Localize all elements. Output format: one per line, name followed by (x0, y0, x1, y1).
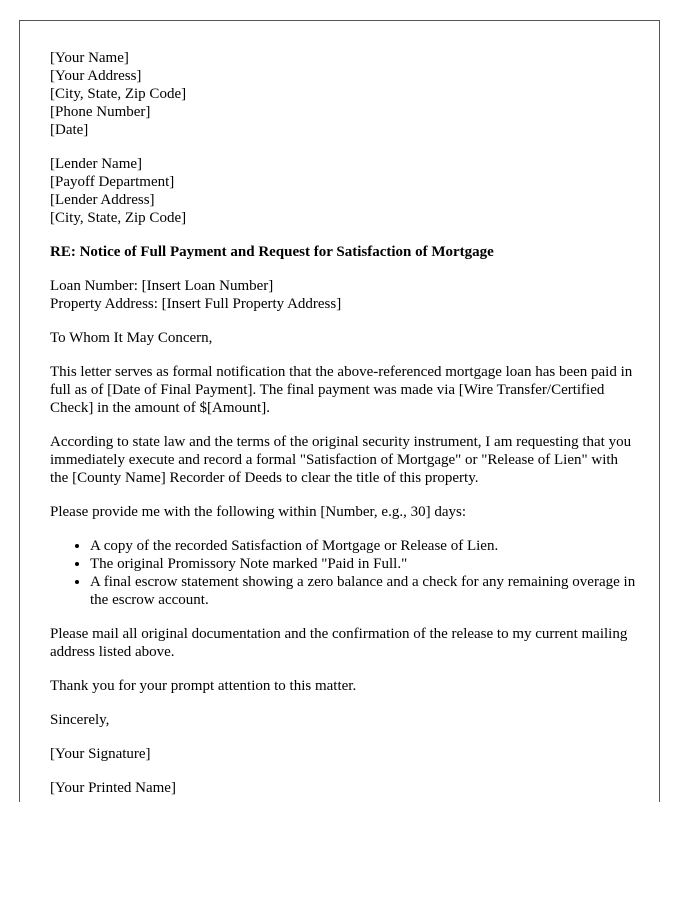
salutation: To Whom It May Concern, (50, 330, 213, 346)
list-item: • The original Promissory Note marked "Paid in Full." (90, 555, 640, 573)
loan-info-block (50, 277, 640, 313)
recipient-department: [Payoff Department] (50, 174, 175, 190)
body-paragraph-3: Please mail all original documentation and the confirmation of the release to my current mailing address listed above. (50, 626, 628, 660)
letter-content (50, 49, 640, 813)
closing: Sincerely, (50, 712, 110, 728)
letter-page (19, 20, 660, 802)
letter-date: [Date] (50, 122, 89, 138)
signature-placeholder: [Your Signature] (50, 746, 151, 762)
body-paragraph-4: Thank you for your prompt attention to this matter. (50, 678, 357, 694)
recipient-address: [Lender Address] (50, 192, 155, 208)
subject-line: RE: Notice of Full Payment and Request for Satisfaction of Mortgage (50, 244, 494, 260)
recipient-city-state-zip: [City, State, Zip Code] (50, 210, 187, 226)
sender-block (50, 49, 640, 139)
sender-city-state-zip: [City, State, Zip Code] (50, 86, 187, 102)
list-item: • A final escrow statement showing a zero balance and a check for any remaining overage in the escrow account. (90, 573, 640, 609)
recipient-block (50, 155, 640, 227)
request-list (50, 537, 640, 609)
printed-name: [Your Printed Name] (50, 780, 176, 796)
loan-number: Loan Number: [Insert Loan Number] (50, 278, 274, 294)
sender-name: [Your Name] (50, 50, 129, 66)
property-address: Property Address: [Insert Full Property Address] (50, 296, 342, 312)
body-paragraph-2: According to state law and the terms of the original security instrument, I am requesting that you immediately execute and record a formal "Satisfaction of Mortgage" or "Release of Lien" with the [County Name] Recorder of Deeds to clear the title of this property. (50, 434, 632, 486)
recipient-name: [Lender Name] (50, 156, 143, 172)
sender-phone: [Phone Number] (50, 104, 151, 120)
list-intro: Please provide me with the following within [Number, e.g., 30] days: (50, 504, 466, 520)
list-item: • A copy of the recorded Satisfaction of Mortgage or Release of Lien. (90, 537, 640, 555)
sender-address: [Your Address] (50, 68, 142, 84)
body-paragraph-1: This letter serves as formal notification that the above-referenced mortgage loan has been paid in full as of [Date of Final Payment]. The final payment was made via [Wire Transfer/Certified Check] in the amount of $[Amount]. (50, 364, 633, 416)
